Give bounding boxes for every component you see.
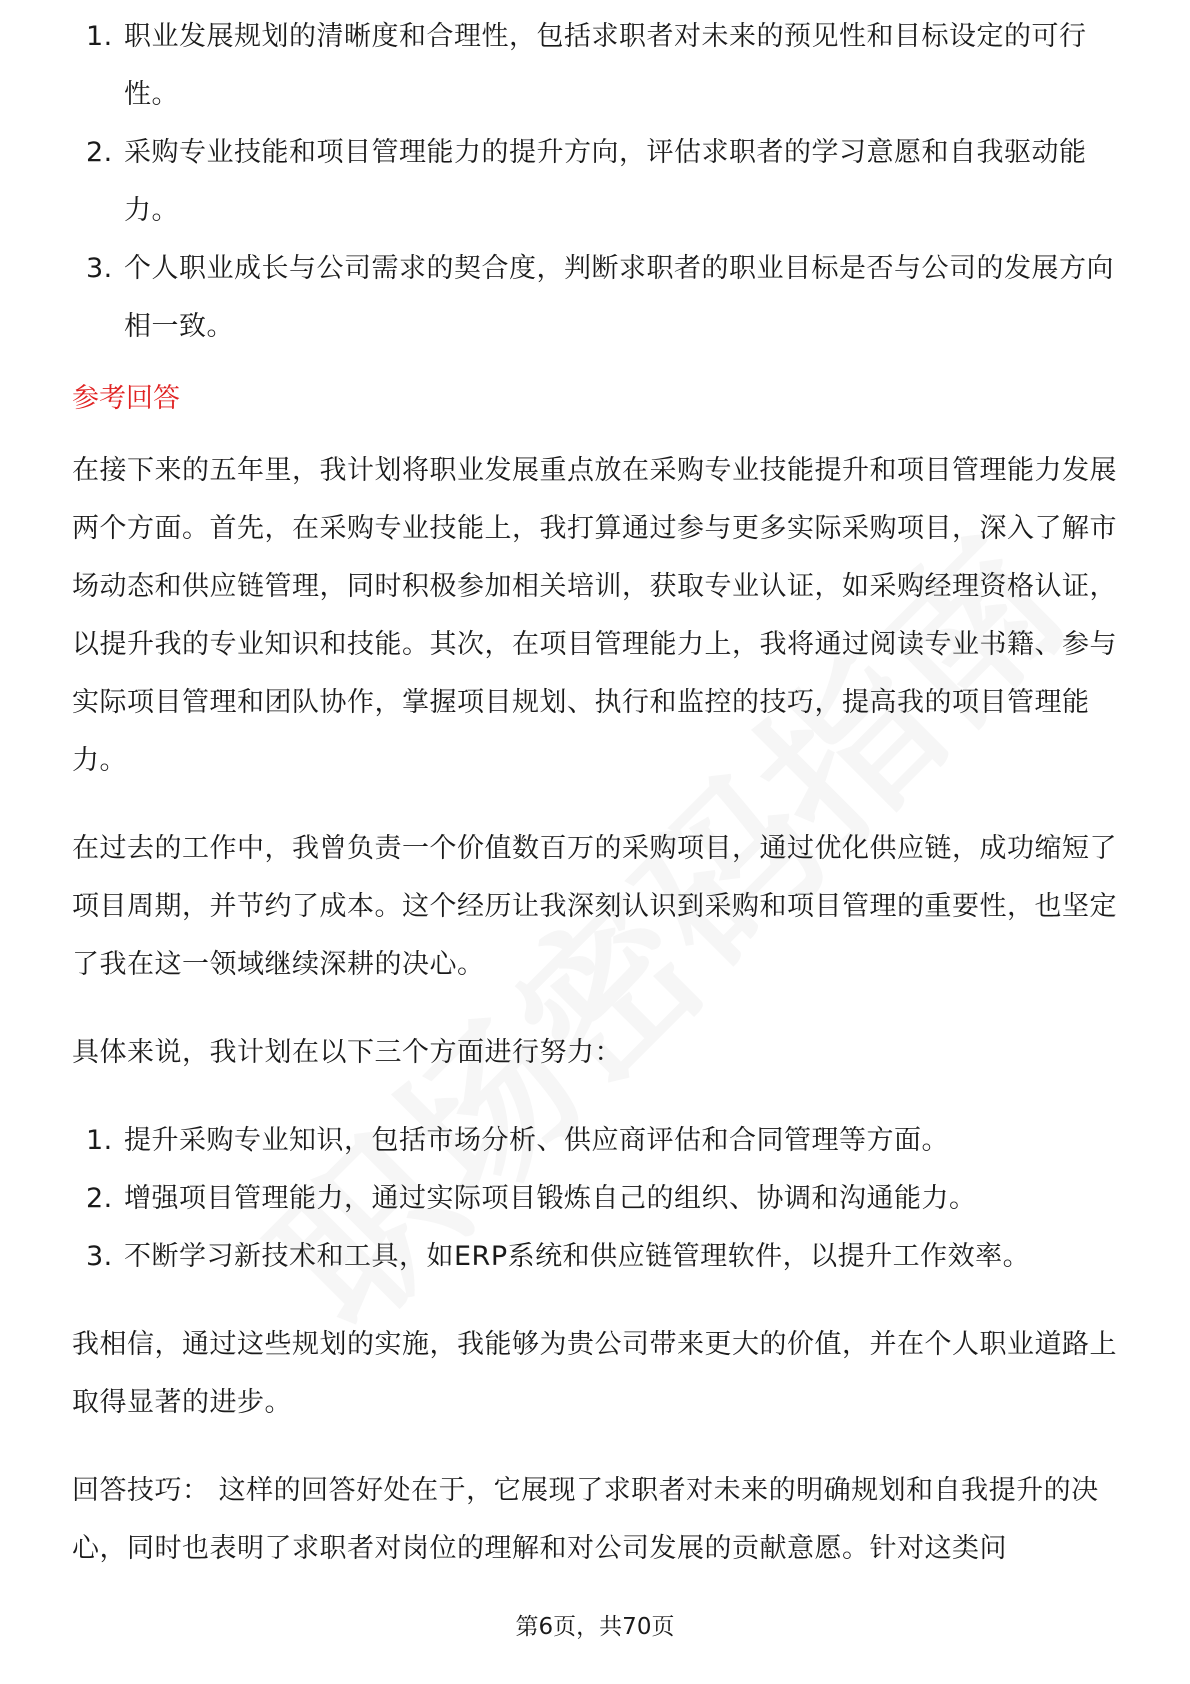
list-item-text: 个人职业成长与公司需求的契合度，判断求职者的职业目标是否与公司的发展方向相一致。 (124, 253, 1114, 342)
list-item (72, 1228, 1122, 1286)
list-number: 1. (86, 21, 113, 52)
answer-paragraph: 具体来说，我计划在以下三个方面进行努力： (72, 1037, 622, 1068)
answer-tips-paragraph: 回答技巧： 这样的回答好处在于，它展现了求职者对未来的明确规划和自我提升的决心，同时也表明了求职者对岗位的理解和对公司发展的贡献意愿。针对这类问 (72, 1475, 1099, 1564)
answer-paragraph: 我相信，通过这些规划的实施，我能够为贵公司带来更大的价值，并在个人职业道路上取得显著的进步。 (72, 1329, 1117, 1418)
answer-paragraph: 在过去的工作中，我曾负责一个价值数百万的采购项目，通过优化供应链，成功缩短了项目周期，并节约了成本。这个经历让我深刻认识到采购和项目管理的重要性，也坚定了我在这一领域继续深耕的决心。 (72, 833, 1117, 980)
list-item-text: 不断学习新技术和工具，如ERP系统和供应链管理软件，以提升工作效率。 (124, 1241, 1031, 1272)
list-number: 3. (86, 1241, 113, 1272)
list-number: 2. (86, 137, 113, 168)
page-number: 第6页，共70页 (515, 1614, 675, 1640)
list-item (72, 240, 1122, 356)
reference-answer-heading: 参考回答 (72, 383, 180, 414)
list-item (72, 8, 1122, 124)
list-item-text: 职业发展规划的清晰度和合理性，包括求职者对未来的预见性和目标设定的可行性。 (124, 21, 1087, 110)
list-number: 3. (86, 253, 113, 284)
list-item (72, 1112, 1122, 1170)
page-content (72, 21, 1122, 1578)
plan-list (72, 1112, 1122, 1286)
list-item (72, 1170, 1122, 1228)
list-item-text: 增强项目管理能力，通过实际项目锻炼自己的组织、协调和沟通能力。 (124, 1183, 977, 1214)
list-item-text: 提升采购专业知识，包括市场分析、供应商评估和合同管理等方面。 (124, 1125, 949, 1156)
evaluation-criteria-list (72, 8, 1122, 356)
list-item (72, 124, 1122, 240)
answer-paragraph: 在接下来的五年里，我计划将职业发展重点放在采购专业技能提升和项目管理能力发展两个方面。首先，在采购专业技能上，我打算通过参与更多实际采购项目，深入了解市场动态和供应链管理，同时积极参加相关培训，获取专业认证，如采购经理资格认证，以提升我的专业知识和技能。其次，在项目管理能力上，我将通过阅读专业书籍、参与实际项目管理和团队协作，掌握项目规划、执行和监控的技巧，提高我的项目管理能力。 (72, 455, 1117, 776)
list-number: 1. (86, 1125, 113, 1156)
list-number: 2. (86, 1183, 113, 1214)
list-item-text: 采购专业技能和项目管理能力的提升方向，评估求职者的学习意愿和自我驱动能力。 (124, 137, 1087, 226)
